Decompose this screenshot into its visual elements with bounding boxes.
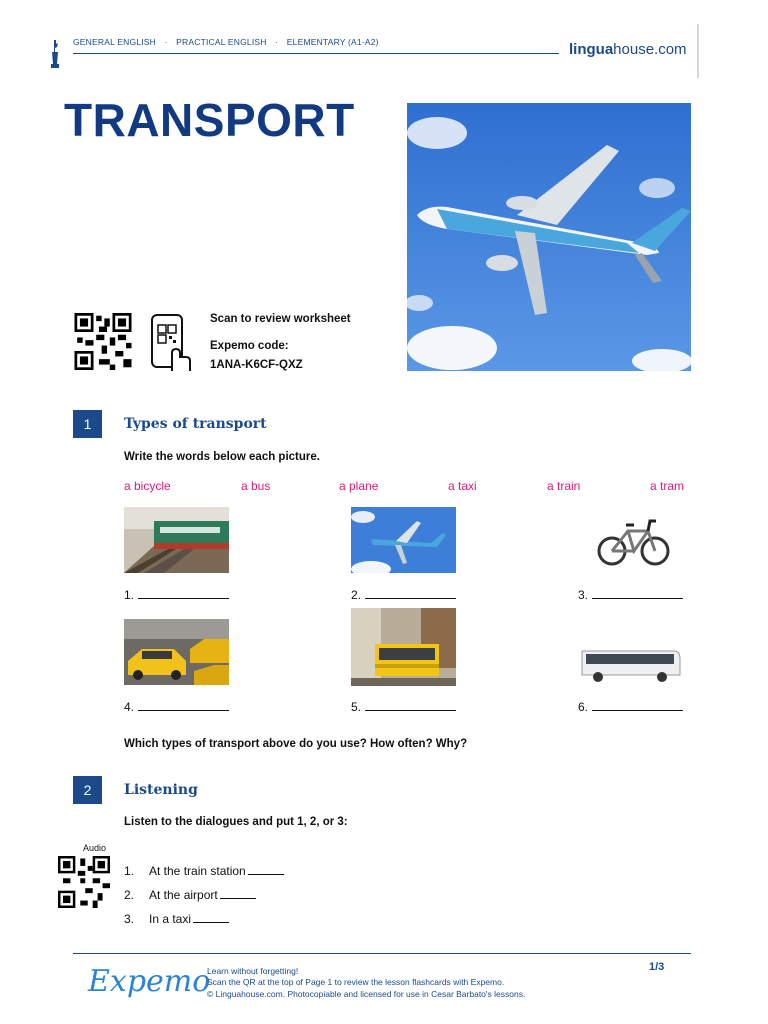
footer-copyright: © Linguahouse.com. Photocopiable and licensed for use in Cesar Barbato's lessons. <box>207 989 526 999</box>
discussion-question: Which types of transport above do you use? How often? Why? <box>124 738 468 750</box>
tram-photo <box>351 608 456 686</box>
answer-number: 1. <box>124 588 135 602</box>
word-option: a bus <box>241 479 271 493</box>
phone-scan-icon <box>150 313 192 373</box>
hero-plane-photo <box>407 103 691 371</box>
brand-logo[interactable] <box>569 41 687 58</box>
breadcrumb-separator: · <box>164 37 168 47</box>
dialogue-item <box>124 911 229 926</box>
header-divider <box>73 53 559 54</box>
dialogue-blank[interactable] <box>220 887 256 899</box>
section-number: 1 <box>73 410 102 438</box>
dialogue-item <box>124 863 284 878</box>
expemo-code-label: Expemo code: <box>210 340 289 352</box>
word-option: a plane <box>339 479 379 493</box>
dialogue-item <box>124 887 256 902</box>
dialogue-number: 2. <box>124 888 135 902</box>
answer-blank[interactable] <box>124 699 229 714</box>
statue-of-liberty-icon <box>48 38 62 70</box>
dialogue-text: At the airport <box>149 888 218 902</box>
dialogue-text: At the train station <box>149 864 246 878</box>
qr-code-icon[interactable] <box>73 313 133 370</box>
word-option: a bicycle <box>124 479 171 493</box>
answer-number: 2. <box>351 588 362 602</box>
section-title: Listening <box>124 782 198 798</box>
expemo-logo[interactable]: Expemo <box>88 964 211 999</box>
train-photo <box>124 507 229 573</box>
breadcrumb-item[interactable]: ELEMENTARY (A1-A2) <box>286 37 379 47</box>
answer-number: 4. <box>124 700 135 714</box>
breadcrumb-separator: · <box>275 37 279 47</box>
audio-qr-code-icon[interactable] <box>58 856 110 908</box>
footer-instruction: Scan the QR at the top of Page 1 to review the lesson flashcards with Expemo. <box>207 977 505 987</box>
answer-blank[interactable] <box>578 587 683 602</box>
section-instruction: Write the words below each picture. <box>124 451 320 463</box>
breadcrumb <box>73 37 385 47</box>
answer-number: 3. <box>578 588 589 602</box>
answer-number: 6. <box>578 700 589 714</box>
page-title: TRANSPORT <box>64 94 355 146</box>
plane-photo <box>351 507 456 573</box>
answer-blank[interactable] <box>351 699 456 714</box>
page-number: 1/3 <box>649 961 665 973</box>
scan-instruction: Scan to review worksheet <box>210 313 351 325</box>
audio-label: Audio <box>83 843 107 853</box>
dialogue-blank[interactable] <box>248 863 284 875</box>
answer-number: 5. <box>351 700 362 714</box>
breadcrumb-item[interactable]: PRACTICAL ENGLISH <box>176 37 267 47</box>
dialogue-number: 3. <box>124 912 135 926</box>
section-instruction: Listen to the dialogues and put 1, 2, or 3: <box>124 816 348 828</box>
answer-line[interactable] <box>592 699 683 711</box>
answer-line[interactable] <box>592 587 683 599</box>
word-option: a tram <box>650 479 685 493</box>
answer-line[interactable] <box>138 699 229 711</box>
dialogue-number: 1. <box>124 864 135 878</box>
bus-photo <box>578 641 683 685</box>
answer-line[interactable] <box>365 587 456 599</box>
answer-line[interactable] <box>138 587 229 599</box>
section-number: 2 <box>73 776 102 804</box>
taxi-photo <box>124 619 229 685</box>
answer-blank[interactable] <box>124 587 229 602</box>
brand-bold: lingua <box>569 41 614 58</box>
bicycle-photo <box>578 507 683 573</box>
expemo-code: 1ANA-K6CF-QXZ <box>210 359 303 371</box>
section-title: Types of transport <box>124 416 267 432</box>
answer-line[interactable] <box>365 699 456 711</box>
footer-tagline: Learn without forgetting! <box>207 966 299 976</box>
word-option: a train <box>547 479 581 493</box>
dialogue-text: In a taxi <box>149 912 192 926</box>
brand-bar <box>697 24 699 78</box>
breadcrumb-item[interactable]: GENERAL ENGLISH <box>73 37 156 47</box>
brand-rest: house.com <box>613 41 687 58</box>
footer-divider <box>73 953 691 954</box>
word-option: a taxi <box>448 479 477 493</box>
answer-blank[interactable] <box>351 587 456 602</box>
answer-blank[interactable] <box>578 699 683 714</box>
dialogue-blank[interactable] <box>193 911 229 923</box>
